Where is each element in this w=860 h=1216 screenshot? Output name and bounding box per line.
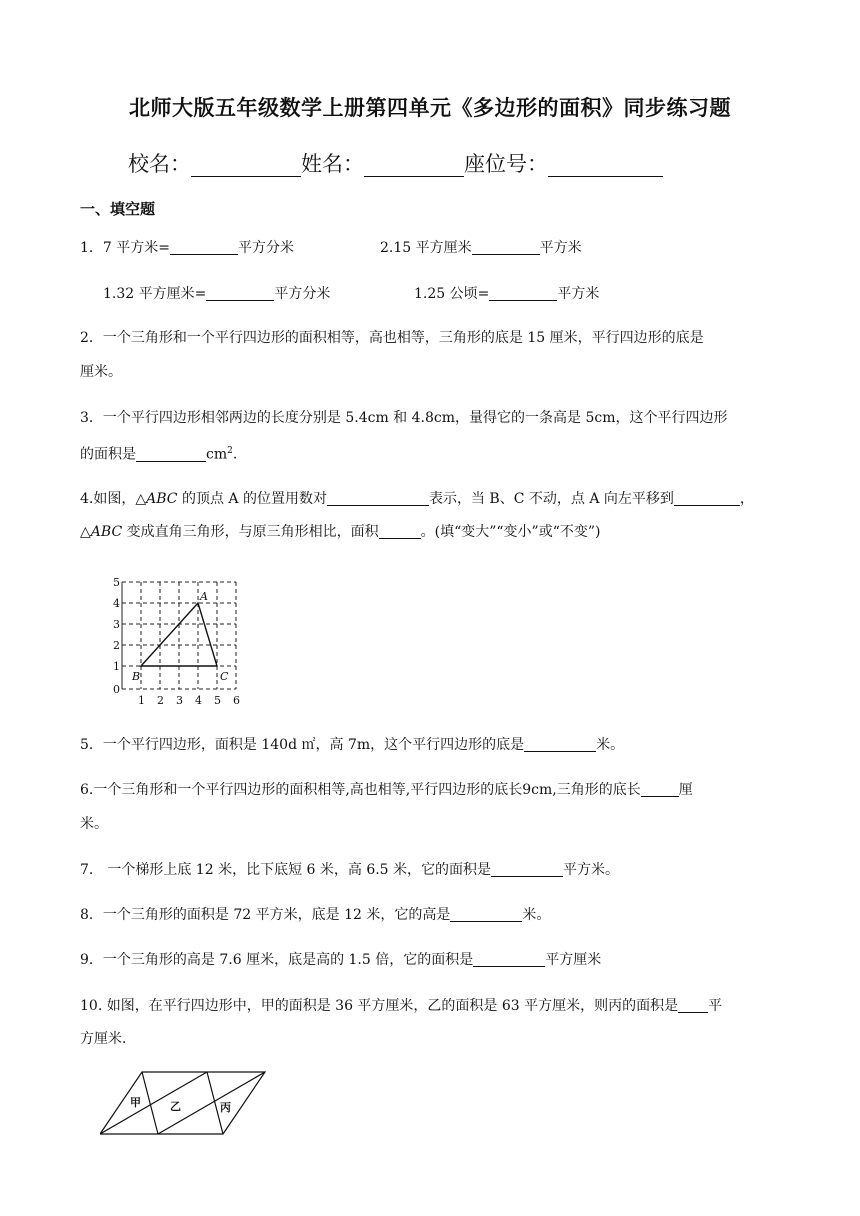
school-blank[interactable] (191, 154, 301, 177)
q1-a-blank[interactable] (170, 238, 238, 255)
parallelogram-figure (100, 1068, 270, 1138)
question-3-line-1: 3．一个平行四边形相邻两边的长度分别是 5.4cm 和 4.8cm，量得它的一条高是 5cm，这个平行四边形 (80, 410, 728, 426)
section-heading: 一、填空题 (80, 200, 156, 218)
region-bing-label: 丙 (220, 1101, 231, 1114)
q4-text-4: 。(填“变大”“变小”或“不变”) (420, 524, 601, 540)
seat-label: 座位号： (464, 152, 548, 176)
point-a-label: A (200, 590, 208, 603)
name-blank[interactable] (364, 154, 464, 177)
question-7 (80, 860, 619, 880)
q4-text-2: 表示，当 B、C 不动，点 A 向左平移到 (428, 491, 674, 507)
y-label-3: 3 (113, 618, 120, 631)
q1-d-text: 1.25 公顷= (414, 286, 490, 302)
q9-blank[interactable] (473, 950, 545, 967)
q1-d-blank[interactable] (489, 284, 557, 301)
name-label: 姓名： (301, 152, 364, 176)
question-9 (80, 950, 601, 970)
q4-triangle-symbol: △ (80, 524, 91, 540)
q1-a-text: 7 平方米= (102, 240, 171, 256)
question-4-line-2 (80, 522, 600, 542)
q7-unit: 平方米。 (563, 862, 620, 878)
x-label-3: 3 (176, 694, 183, 707)
parallelogram-outline (100, 1072, 265, 1134)
question-4-line-1 (80, 489, 754, 509)
q4-triangle-name: ABC (146, 491, 178, 507)
question-2-line-2: 厘米。 (80, 364, 122, 380)
q1-b-blank[interactable] (472, 238, 540, 255)
q8-text: 8．一个三角形的面积是 72 平方米，底是 12 米，它的高是 (80, 907, 451, 923)
q10-blank[interactable] (678, 996, 708, 1013)
region-jia-label: 甲 (130, 1096, 141, 1109)
q4-triangle-name-2: ABC (90, 524, 123, 540)
question-8 (80, 905, 550, 925)
q1-c-unit: 平方分米 (274, 286, 331, 302)
question-3-line-2 (80, 441, 237, 465)
q4-blank-2[interactable] (674, 489, 740, 506)
q10-text: 10. 如图，在平行四边形中，甲的面积是 36 平方厘米，乙的面积是 63 平方厘米，则丙的面积是 (80, 998, 679, 1014)
q3-blank[interactable] (136, 445, 206, 462)
grid-triangle-figure (104, 574, 254, 709)
q1-number: 1． (80, 240, 103, 256)
q3-period: . (232, 446, 238, 463)
x-label-1: 1 (138, 694, 145, 707)
x-label-6: 6 (233, 694, 240, 707)
q1-c-blank[interactable] (206, 284, 274, 301)
question-10-line-1 (80, 996, 722, 1016)
q4-blank-3[interactable] (379, 522, 421, 539)
q9-text: 9．一个三角形的高是 7.6 厘米，底是高的 1.5 倍，它的面积是 (80, 952, 474, 968)
question-1-row-2b (414, 284, 599, 304)
question-6-line-1 (80, 780, 693, 800)
question-10-line-2: 方厘米. (80, 1031, 127, 1047)
point-c-label: C (220, 670, 229, 683)
page-title: 北师大版五年级数学上册第四单元《多边形的面积》同步练习题 (129, 96, 731, 120)
q7-text: 7． 一个梯形上底 12 米，比下底短 6 米，高 6.5 米，它的面积是 (80, 862, 492, 878)
q3-unit: cm (206, 446, 228, 463)
q3-text: 的面积是 (80, 446, 136, 463)
y-label-4: 4 (113, 597, 120, 610)
q5-blank[interactable] (524, 735, 596, 752)
question-2-line-1: 2．一个三角形和一个平行四边形的面积相等，高也相等，三角形的底是 15 厘米，平行四边形的底是 (80, 330, 704, 346)
q1-b-text: 2.15 平方厘米 (380, 240, 472, 256)
x-label-5: 5 (214, 694, 221, 707)
question-5 (80, 735, 624, 755)
y-label-2: 2 (113, 639, 120, 652)
region-yi-label: 乙 (170, 1100, 181, 1113)
school-label: 校名： (128, 152, 191, 176)
q1-c-text: 1.32 平方厘米= (103, 286, 207, 302)
q8-unit: 米。 (522, 907, 551, 923)
point-b-label: B (132, 670, 141, 683)
q4-intro: 4.如图，△ (80, 491, 147, 507)
q8-blank[interactable] (450, 905, 522, 922)
seat-blank[interactable] (548, 154, 663, 177)
q5-text: 5．一个平行四边形，面积是 140d ㎡，高 7m，这个平行四边形的底是 (80, 737, 525, 753)
q4-blank-1[interactable] (327, 489, 429, 506)
q3-unit-exponent: 2 (227, 446, 233, 456)
q5-unit: 米。 (596, 737, 625, 753)
student-info-line (128, 148, 663, 178)
y-label-0: 0 (113, 683, 120, 696)
question-1-row-1 (80, 238, 294, 258)
q4-comma: ， (739, 491, 754, 507)
q6-unit-part: 厘 (678, 782, 693, 798)
x-label-4: 4 (195, 694, 202, 707)
q6-text: 6.一个三角形和一个平行四边形的面积相等,高也相等,平行四边形的底长9cm,三角形的底长 (80, 782, 641, 798)
x-label-2: 2 (157, 694, 164, 707)
q1-a-unit: 平方分米 (238, 240, 295, 256)
q9-unit: 平方厘米 (545, 952, 602, 968)
q1-d-unit: 平方米 (557, 286, 600, 302)
q6-blank[interactable] (641, 780, 679, 797)
q7-blank[interactable] (491, 860, 563, 877)
question-1-row-1b (380, 238, 582, 258)
q10-unit-part: 平 (708, 998, 723, 1014)
y-label-5: 5 (113, 576, 120, 589)
q1-b-unit: 平方米 (539, 240, 582, 256)
q4-text-3: 变成直角三角形，与原三角形相比，面积 (122, 524, 379, 540)
y-label-1: 1 (113, 660, 120, 673)
question-1-row-2 (103, 284, 330, 304)
question-6-line-2: 米。 (80, 816, 108, 832)
q4-text-1: 的顶点 A 的位置用数对 (177, 491, 327, 507)
